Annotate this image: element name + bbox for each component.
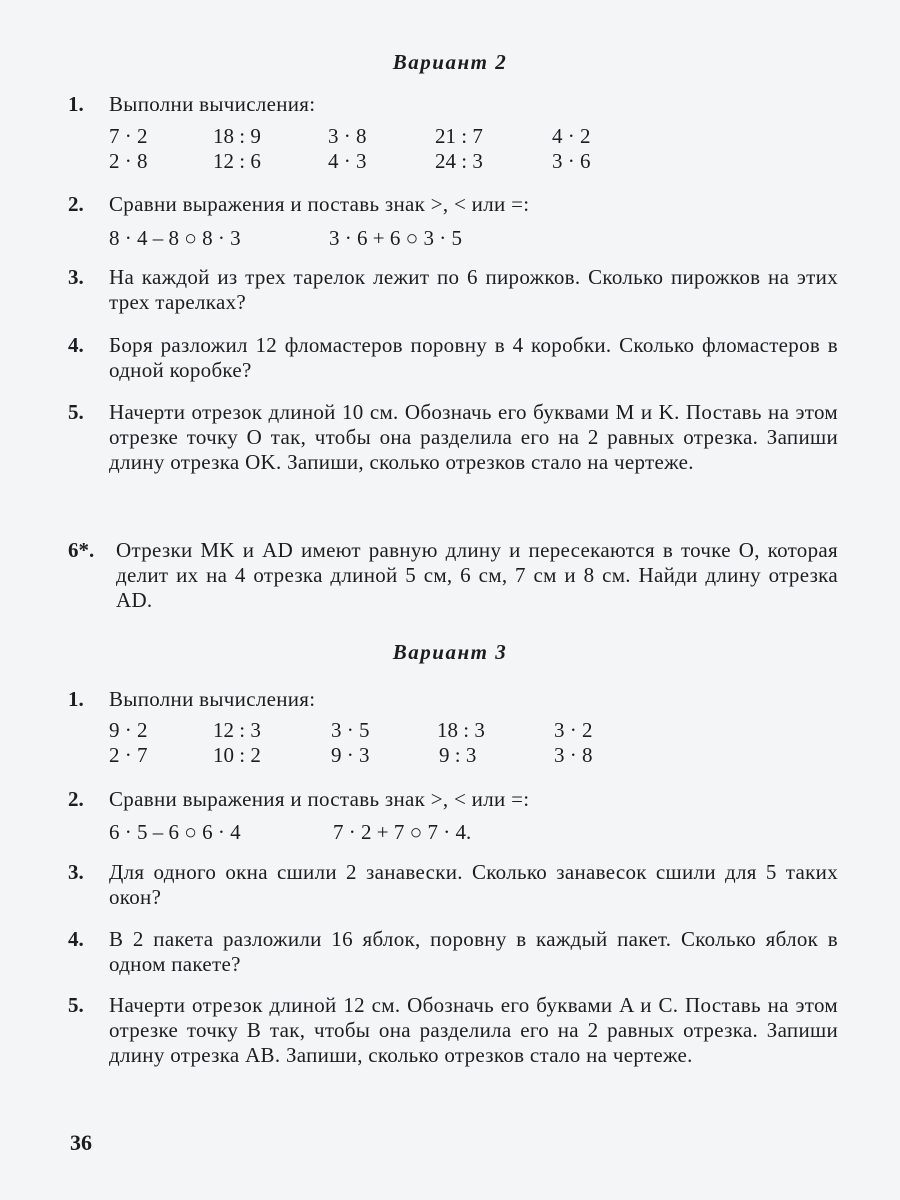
calc-item: 9 : 3	[439, 743, 477, 767]
calc-item: 3 · 5	[331, 718, 370, 742]
task-text: На каждой из трех тарелок лежит по 6 пирожков. Сколько пирожков на этих трех тарелках?	[109, 265, 838, 314]
v2-task4	[68, 333, 838, 383]
calc-item: 2 · 8	[109, 149, 148, 173]
v2-task1	[68, 92, 838, 117]
calc-item: 4 · 3	[328, 149, 367, 173]
task-text: Выполни вычисления:	[109, 687, 316, 711]
task-number: 5.	[68, 993, 84, 1017]
task-text: В 2 пакета разложили 16 яблок, поровну в каждый пакет. Сколько яблок в одном пакете?	[109, 927, 838, 976]
task-text: Отрезки MK и AD имеют равную длину и пересекаются в точке O, которая делит их на 4 отрезка длиной 5 см, 6 см, 7 см и 8 см. Найди длину отрезка AD.	[116, 538, 838, 612]
v2-task2	[68, 192, 838, 217]
calc-item: 12 : 6	[213, 149, 261, 173]
task-text: Начерти отрезок длиной 10 см. Обозначь его буквами M и K. Поставь на этом отрезке точку O так, чтобы она разделила его на 2 равных отрезка. Запиши длину отрезка OK. Запиши, сколько отрезков стало на чертеже.	[109, 400, 838, 474]
calc-item: 7 · 2	[109, 124, 148, 148]
calc-item: 10 : 2	[213, 743, 261, 767]
variant2-title: Вариант 2	[392, 50, 508, 74]
calc-item: 2 · 7	[109, 743, 148, 767]
task-number: 1.	[68, 687, 84, 711]
calc-item: 18 : 9	[213, 124, 261, 148]
v3-task5	[68, 993, 838, 1068]
task-number: 5.	[68, 400, 84, 424]
variant3-title: Вариант 3	[392, 640, 508, 664]
compare-expression: 8 · 4 – 8 ○ 8 · 3	[109, 226, 241, 250]
v3-task3	[68, 860, 838, 910]
calc-item: 21 : 7	[435, 124, 483, 148]
task-number: 2.	[68, 192, 84, 216]
task-number: 4.	[68, 927, 84, 951]
v3-task1	[68, 687, 838, 712]
compare-expression: 6 · 5 – 6 ○ 6 · 4	[109, 820, 241, 844]
calc-item: 12 : 3	[213, 718, 261, 742]
v2-task5	[68, 400, 838, 475]
task-number: 3.	[68, 860, 84, 884]
calc-item: 3 · 8	[554, 743, 593, 767]
task-text: Сравни выражения и поставь знак >, < или =:	[109, 787, 530, 811]
task-number: 6*.	[68, 538, 95, 562]
task-number: 2.	[68, 787, 84, 811]
calc-item: 18 : 3	[437, 718, 485, 742]
v3-task4	[68, 927, 838, 977]
calc-item: 3 · 6	[552, 149, 591, 173]
v3-task2	[68, 787, 838, 812]
task-number: 4.	[68, 333, 84, 357]
calc-item: 9 · 2	[109, 718, 148, 742]
calc-item: 4 · 2	[552, 124, 591, 148]
task-number: 3.	[68, 265, 84, 289]
task-number: 1.	[68, 92, 84, 116]
task-text: Сравни выражения и поставь знак >, < или =:	[109, 192, 530, 216]
calc-item: 24 : 3	[435, 149, 483, 173]
task-text: Для одного окна сшили 2 занавески. Сколько занавесок сшили для 5 таких окон?	[109, 860, 838, 909]
compare-expression: 7 · 2 + 7 ○ 7 · 4.	[333, 820, 472, 844]
task-text: Боря разложил 12 фломастеров поровну в 4 коробки. Сколько фломастеров в одной коробке?	[109, 333, 838, 382]
task-text: Начерти отрезок длиной 12 см. Обозначь его буквами A и C. Поставь на этом отрезке точку B так, чтобы она разделила его на 2 равных отрезка. Запиши длину отрезка AB. Запиши, сколько отрезков стало на чертеже.	[109, 993, 838, 1067]
compare-expression: 3 · 6 + 6 ○ 3 · 5	[329, 226, 463, 250]
v2-task6	[68, 538, 838, 613]
calc-item: 9 · 3	[331, 743, 370, 767]
task-text: Выполни вычисления:	[109, 92, 316, 116]
v2-task3	[68, 265, 838, 315]
calc-item: 3 · 2	[554, 718, 593, 742]
page-number: 36	[70, 1130, 92, 1155]
calc-item: 3 · 8	[328, 124, 367, 148]
